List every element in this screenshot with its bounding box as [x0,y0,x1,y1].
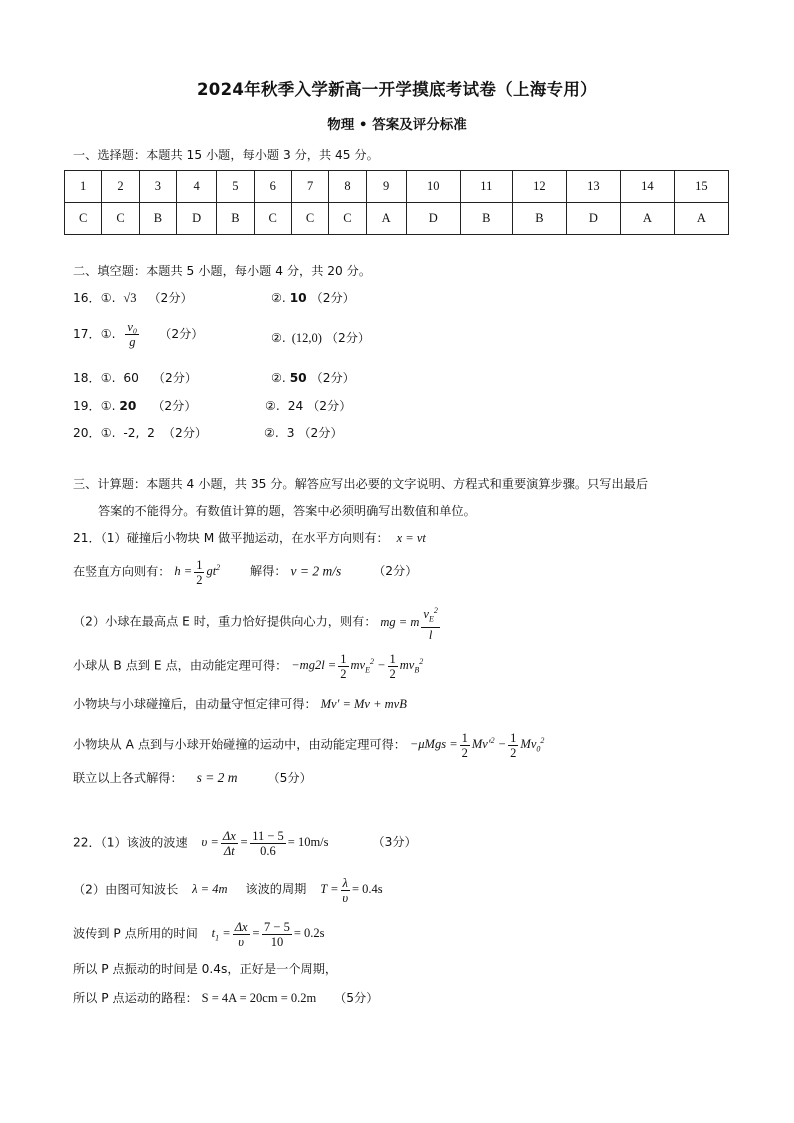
answer-20 [73,424,207,441]
section2-heading: 二、填空题：本题共 5 小题，每小题 4 分，共 20 分。 [73,264,372,278]
points: （2分） [307,399,352,413]
table-cell: 12 [512,171,566,203]
answer-value: 20 [119,399,137,413]
table-cell: 5 [217,171,254,203]
answer-value: √3 [123,291,137,305]
question-number: 18．①. [73,371,116,385]
table-cell: D [566,203,620,235]
points: （2分） [325,331,371,345]
table-cell: 3 [139,171,176,203]
equation: h = $\frac{1}{2}$ $gt^2$ [174,558,221,587]
equation: −mg2l = $\frac{1}{2}$ $mv_E^2$ − $\frac{1}{2}$ $mv_B^2$ [291,652,424,681]
table-cell: D [177,203,217,235]
points: （2分） [373,564,418,579]
table-cell: 7 [291,171,328,203]
q21-text: 小物块与小球碰撞后，由动量守恒定律可得： [73,697,317,711]
table-cell: C [329,203,366,235]
equation: mg = m $\frac{v_E^2}{l}$ [380,606,438,642]
fraction [125,320,139,349]
result: s = 2 m [196,770,238,785]
q21-text: （2）小球在最高点 E 时，重力恰好提供向心力，则有： [73,614,377,629]
q22-line2 [73,876,383,905]
page-subtitle: 物理 • 答案及评分标准 [327,117,467,133]
q21-line2 [73,558,417,587]
section3-heading-line1: 三、计算题：本题共 4 小题，共 35 分。解答应写出必要的文字说明、方程式和重要演算步骤。只写出最后 [73,477,649,491]
answer-17 [73,320,203,349]
table-row-answers [65,203,729,235]
question-number: ②. [271,331,286,345]
q21-text: 21．（1）碰撞后小物块 M 做平抛运动，在水平方向则有： [73,531,389,545]
points: （5分） [334,991,379,1005]
q22-text: 该波的周期 [245,882,307,897]
equation: λ = 4m [192,882,228,897]
question-number: ②. [264,426,279,440]
table-cell: 11 [460,171,512,203]
answer-value: 24 [287,399,304,413]
points: （2分） [159,327,204,341]
page-title: 2024年秋季入学新高一开学摸底考试卷（上海专用） [197,80,597,99]
table-row-numbers [65,171,729,203]
table-cell: 8 [329,171,366,203]
points: （2分） [152,371,198,385]
section3-heading-line2: 答案的不能得分。有数值计算的题，答案中必须明确写出数值和单位。 [98,504,476,518]
fraction-denominator: g [129,335,136,349]
answer-18-part2 [271,369,355,386]
q21-text: 小物块从 A 点到与小球开始碰撞的运动中，由动能定理可得： [73,737,406,752]
points: （2分） [162,426,208,440]
points: （2分） [148,291,193,305]
table-cell: A [674,203,728,235]
q22-line1 [73,829,417,858]
q21-line5 [73,695,407,712]
q22-text: 所以 P 点运动的路程： [73,991,198,1005]
q21-text: 在竖直方向则有： [73,564,171,579]
answer-19-part2 [265,397,351,414]
answer-value: (12,0) [291,331,322,345]
answer-16 [73,289,193,306]
q21-line4 [73,652,423,681]
question-number: 17．①. [73,327,116,341]
section1-heading: 一、选择题：本题共 15 小题，每小题 3 分，共 45 分。 [73,148,379,162]
equation: Mv′ = Mv + mvB [320,697,407,711]
table-cell: D [406,203,460,235]
table-cell: 6 [254,171,291,203]
table-cell: A [366,203,406,235]
table-cell: B [512,203,566,235]
question-number: 20．①. [73,426,116,440]
q21-line7 [73,769,312,786]
table-cell: C [65,203,102,235]
q22-line3 [73,920,325,949]
equation: $t_1$ = $\frac{\Delta x}{\upsilon}$ = $\frac{7 - 5}{10}$ = 0.2s [211,920,325,949]
question-number: ②. [271,371,286,385]
table-cell: C [254,203,291,235]
q22-text: 22．（1）该波的波速 [73,835,188,850]
answer-table [64,170,729,235]
solve-label: 解得： [250,564,287,579]
question-number: 16．①. [73,291,116,305]
equation: S = 4A = 20cm = 0.2m [201,991,317,1005]
table-cell: 2 [102,171,139,203]
points: （3分） [372,835,417,850]
q22-line4: 所以 P 点振动的时间是 0.4s，正好是一个周期， [73,962,338,976]
answer-19 [73,397,197,414]
answer-20-part2 [264,424,343,441]
equation: T = $\frac{\lambda}{\upsilon}$ = 0.4s [320,876,383,905]
question-number: ②. [271,291,286,305]
answer-value: 10 [289,291,307,305]
table-cell: B [460,203,512,235]
answer-value: 60 [123,371,139,385]
answer-17-part2 [271,329,370,346]
q21-line1 [73,529,426,546]
answer-value: 50 [289,371,307,385]
equation: −μMgs = $\frac{1}{2}$ $Mv'^2$ − $\frac{1}{2}$ $Mv_0^2$ [409,731,545,760]
table-cell: B [217,203,254,235]
answer-18 [73,369,197,386]
fraction-numerator: v₀ [127,320,138,334]
table-cell: B [139,203,176,235]
q22-text: （2）由图可知波长 [73,882,179,897]
table-cell: C [102,203,139,235]
points: （2分） [298,426,343,440]
points: （2分） [310,291,355,305]
q22-line5 [73,989,378,1006]
table-cell: C [291,203,328,235]
q21-line3 [73,604,442,642]
table-cell: 10 [406,171,460,203]
answer-16-part2 [271,289,355,306]
question-number: ②. [265,399,280,413]
question-number: 19．①. [73,399,116,413]
q22-text: 波传到 P 点所用的时间 [73,926,198,941]
points: （2分） [152,399,197,413]
table-cell: 14 [620,171,674,203]
table-cell: 13 [566,171,620,203]
table-cell: 15 [674,171,728,203]
equation: υ = $\frac{\Delta x}{\Delta t}$ = $\frac{11 - 5}{0.6}$ = 10m/s [201,829,329,858]
answer-value: -2, 2 [123,426,155,440]
points: （5分） [267,771,312,785]
result: v = 2 m/s [290,563,342,579]
table-cell: A [620,203,674,235]
table-cell: 9 [366,171,406,203]
answer-value: 3 [286,426,295,440]
table-cell: 4 [177,171,217,203]
q21-text: 小球从 B 点到 E 点，由动能定理可得： [73,658,288,673]
points: （2分） [310,371,355,385]
table-cell: 1 [65,171,102,203]
q21-line6 [73,731,544,760]
equation: x = vt [396,531,426,545]
q21-text: 联立以上各式解得： [73,771,183,785]
